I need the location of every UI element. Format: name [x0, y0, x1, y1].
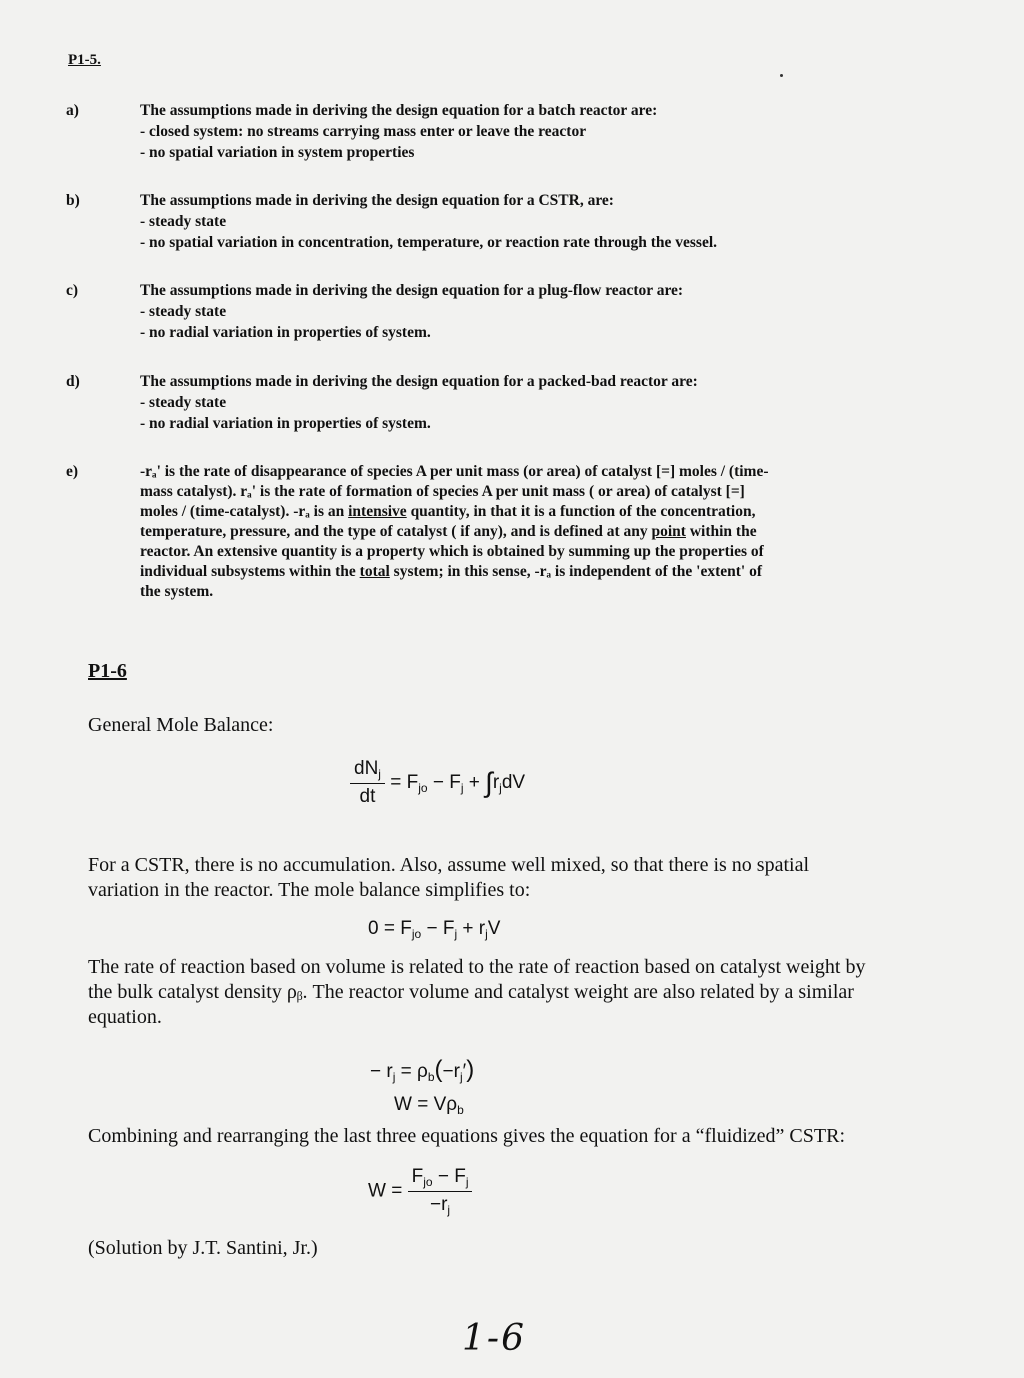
answer-label: a) [66, 102, 79, 119]
answer-label: d) [66, 373, 80, 390]
combining-sentence: Combining and rearranging the last three equations gives the equation for a “fluidized” CSTR: [88, 1125, 846, 1147]
answer-line [140, 522, 930, 542]
section-heading-p1-6: P1-6 [88, 660, 127, 682]
text-span: moles / (time-catalyst). -rₐ is an [140, 503, 349, 520]
equation-general-mole-balance: $\frac{dN_j}{dt}$ = $F_{jo} - F_j + \int r_jdV$ [350, 758, 525, 808]
answer-line: - no spatial variation in concentration, temperature, or reaction rate through the vessel. [140, 234, 718, 251]
solution-credit: (Solution by J.T. Santini, Jr.) [88, 1237, 318, 1259]
equation-rate-relation: − $r_j = \rho_b(-r_j')$ [370, 1056, 475, 1084]
equation-weight: $W = V\rho_b$ [394, 1094, 464, 1117]
answer-line: The assumptions made in deriving the design equation for a CSTR, are: [140, 192, 614, 209]
answer-line: - closed system: no streams carrying mass enter or leave the reactor [140, 123, 587, 140]
answer-line: The assumptions made in deriving the design equation for a batch reactor are: [140, 102, 658, 119]
para-line: The rate of reaction based on volume is related to the rate of reaction based on catalyst weight by [88, 956, 866, 978]
answer-line: - steady state [140, 394, 227, 411]
underlined-word: intensive [348, 503, 407, 520]
para-line: For a CSTR, there is no accumulation. Also, assume well mixed, so that there is no spatial [88, 854, 809, 876]
equation-fluidized-cstr: W = $\frac{F_{jo} - F_j}{-r_j}$ [368, 1166, 472, 1217]
answer-line: reactor. An extensive quantity is a property which is obtained by summing up the properties of [140, 543, 764, 560]
text-span: system; in this sense, -rₐ is independent of the 'extent' of [389, 563, 763, 580]
answer-label: c) [66, 282, 79, 299]
answer-line: - no radial variation in properties of system. [140, 324, 431, 341]
text-span: individual subsystems within the [140, 563, 360, 580]
rate-paragraph [88, 955, 1023, 1030]
para-line: variation in the reactor. The mole balance simplifies to: [88, 879, 531, 901]
speck [780, 74, 783, 77]
section-heading-p1-5: P1-5. [68, 52, 101, 68]
para-line: equation. [88, 1006, 162, 1028]
text-span: within the [685, 523, 757, 540]
answer-line: - no radial variation in properties of system. [140, 415, 431, 432]
answer-label: e) [66, 463, 79, 480]
answer-line [140, 502, 930, 522]
underlined-word: point [651, 523, 686, 540]
answer-label: b) [66, 192, 80, 209]
answer-line: - steady state [140, 213, 227, 230]
underlined-word: total [359, 563, 390, 580]
answer-line: - steady state [140, 303, 227, 320]
equation-cstr: $0 = F_{jo} - F_j + r_jV$ [368, 918, 501, 941]
answer-line: the system. [140, 583, 214, 600]
text-span: quantity, in that it is a function of the concentration, [406, 503, 756, 520]
para-line: the bulk catalyst density ρᵦ. The reactor volume and catalyst weight are also related by a similar [88, 981, 854, 1003]
answer-line: The assumptions made in deriving the design equation for a packed-bad reactor are: [140, 373, 698, 390]
answer-line [140, 562, 930, 582]
handwritten-page-number: 1-6 [462, 1318, 526, 1359]
answer-line: The assumptions made in deriving the design equation for a plug-flow reactor are: [140, 282, 684, 299]
answer-line: mass catalyst). rₐ' is the rate of formation of species A per unit mass ( or area) of catalyst [=] [140, 483, 745, 500]
answer-line: -rₐ' is the rate of disappearance of species A per unit mass (or area) of catalyst [=] moles / (time- [140, 463, 769, 480]
general-mole-balance-label: General Mole Balance: [88, 714, 274, 736]
answer-line: - no spatial variation in system properties [140, 144, 415, 161]
text-span: temperature, pressure, and the type of catalyst ( if any), and is defined at any [140, 523, 652, 540]
cstr-paragraph [88, 853, 1023, 903]
